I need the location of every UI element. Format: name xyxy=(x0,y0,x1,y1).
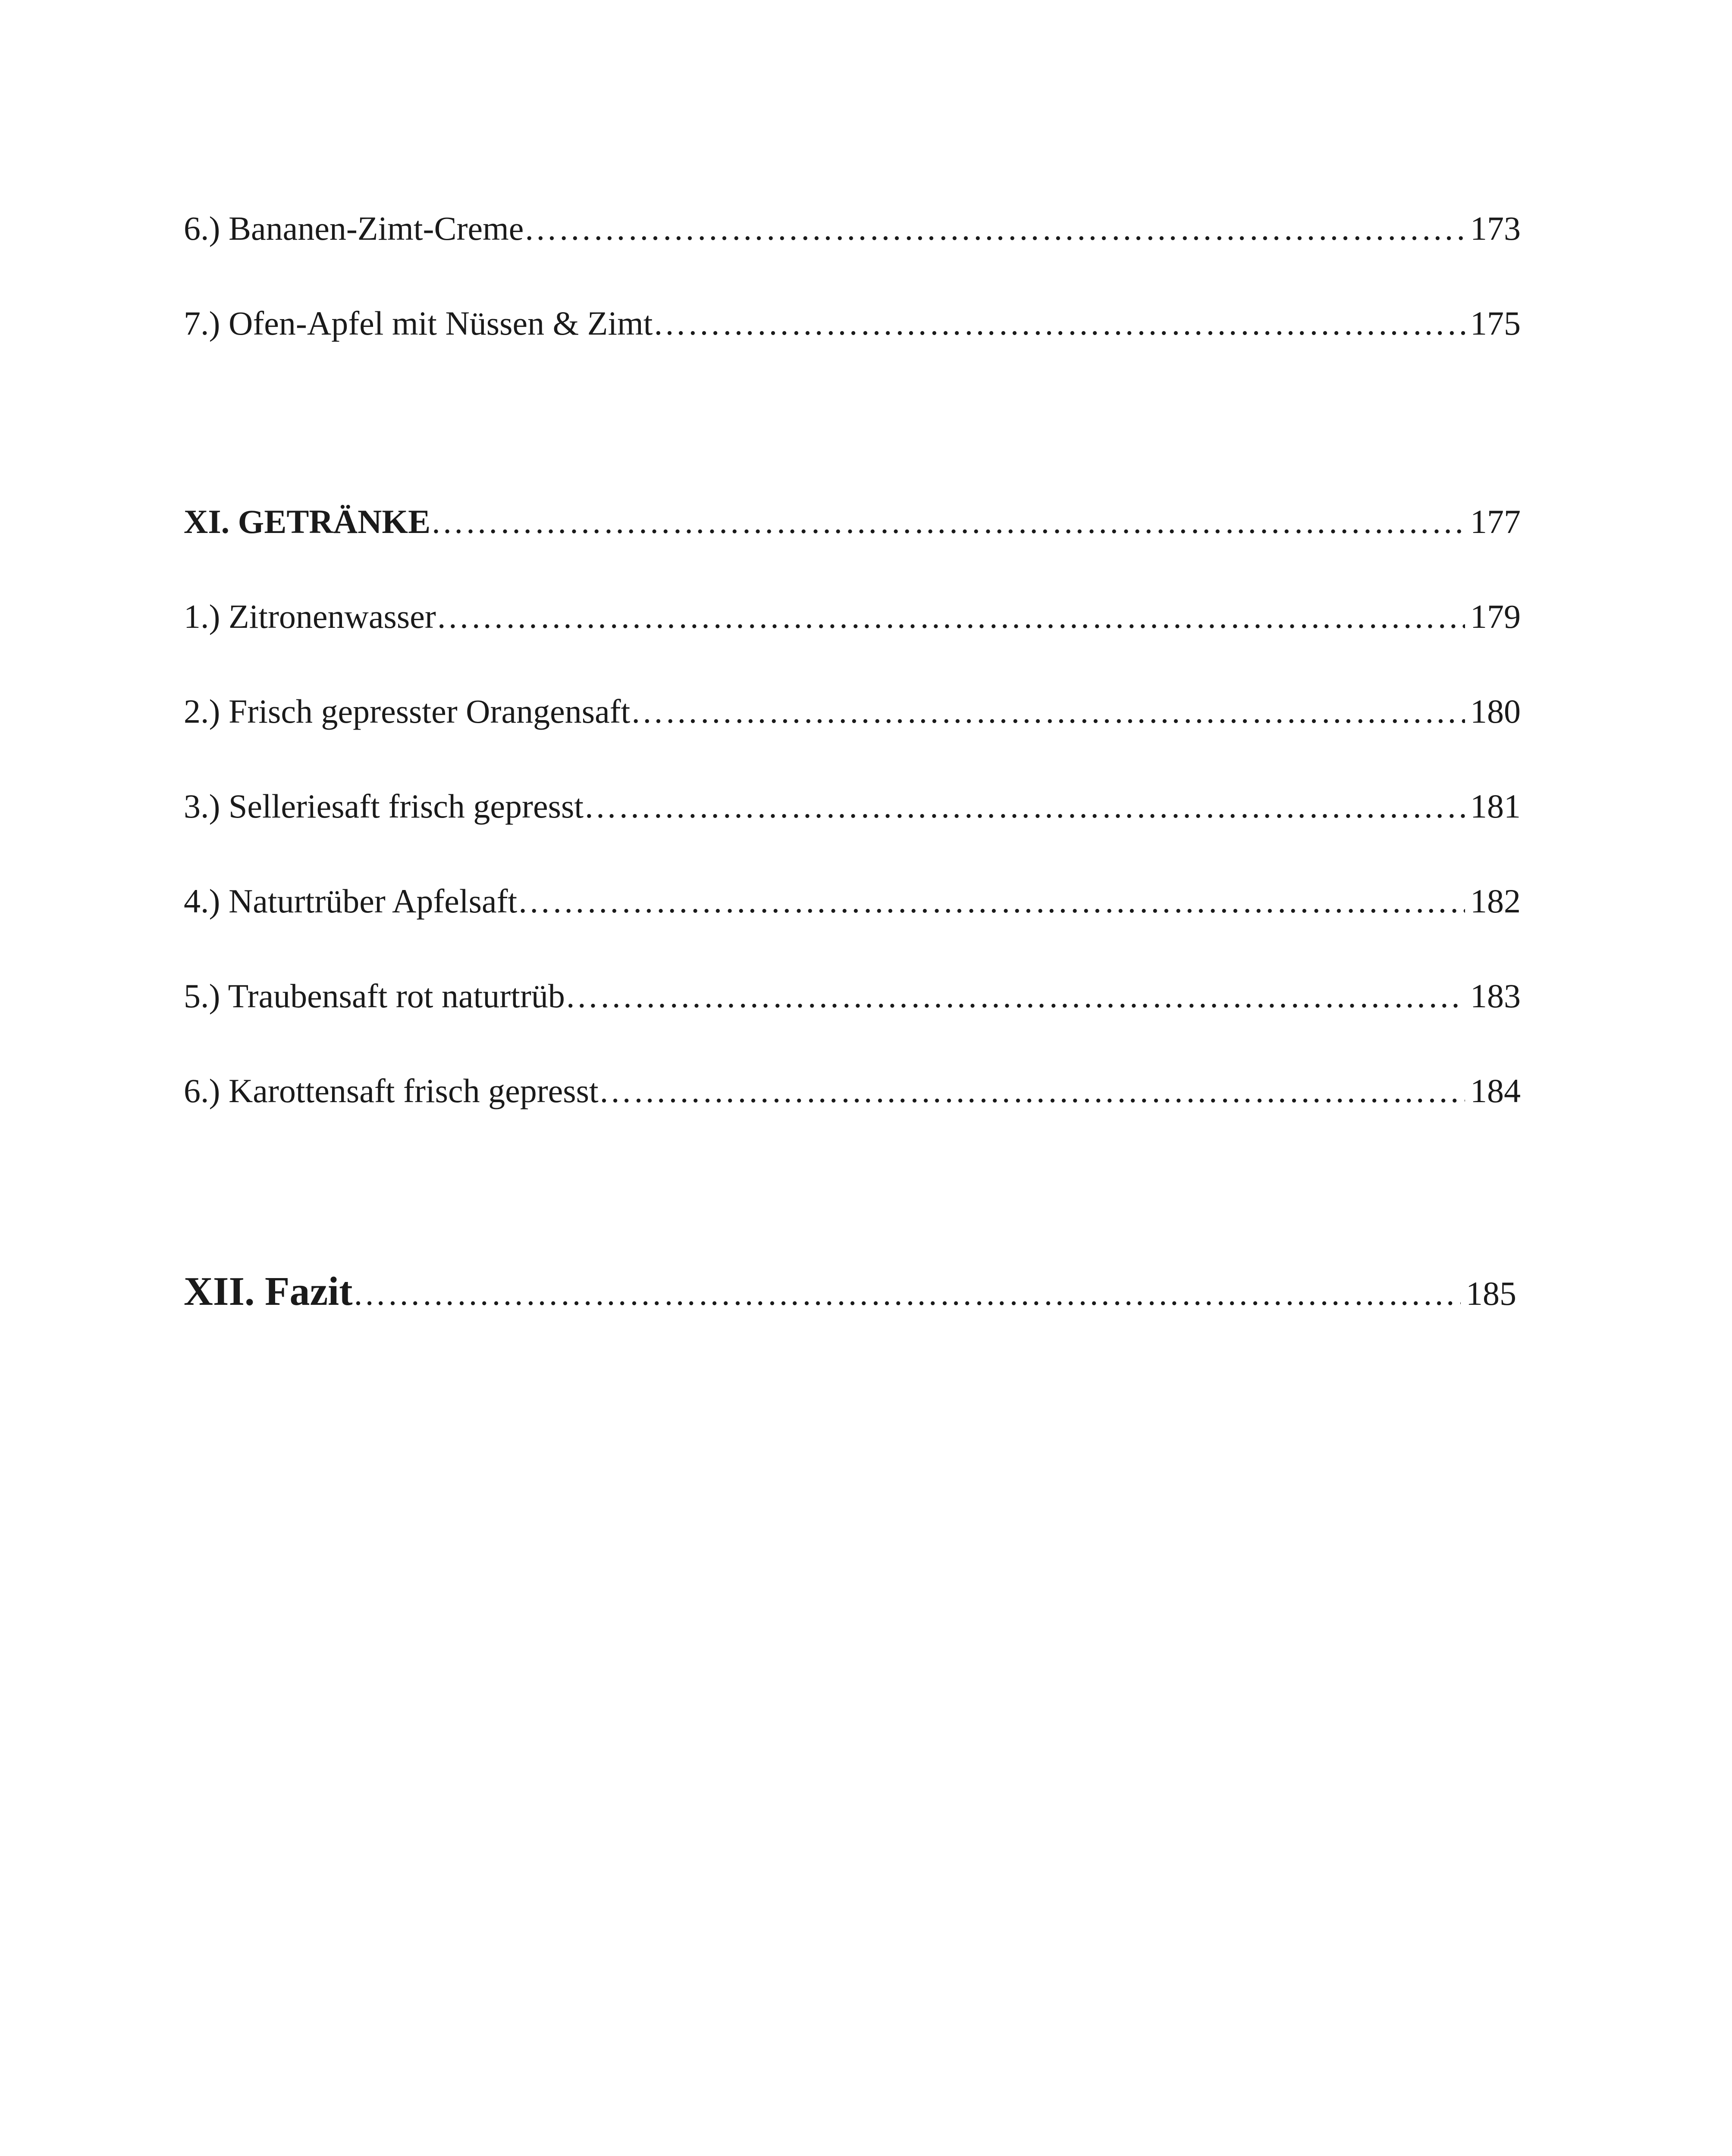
toc-entry-title: 4.) Naturtrüber Apfelsaft xyxy=(184,882,518,920)
dot-leader xyxy=(565,970,1465,1022)
toc-entry-title: 6.) Bananen-Zimt-Creme xyxy=(184,210,524,247)
toc-chapter-title: XII. Fazit xyxy=(184,1269,353,1314)
toc-entry-page-number: 173 xyxy=(1470,210,1521,247)
toc-entry-page-number: 180 xyxy=(1470,693,1521,730)
toc-entry-traubensaft xyxy=(184,970,1521,1022)
dot-leader xyxy=(599,1065,1465,1117)
toc-chapter-getraenke xyxy=(184,496,1521,548)
toc-entry-title: 5.) Traubensaft rot naturtrüb xyxy=(184,977,565,1015)
toc-entry-page-number: 177 xyxy=(1470,503,1521,540)
toc-entry-page-number: 179 xyxy=(1470,598,1521,635)
toc-entry-title: 6.) Karottensaft frisch gepresst xyxy=(184,1072,599,1109)
toc-chapter-title: XI. GETRÄNKE xyxy=(184,503,431,540)
toc-entry-page-number: 182 xyxy=(1470,882,1521,920)
toc-entry-orangensaft xyxy=(184,686,1521,737)
dot-leader xyxy=(524,203,1465,254)
toc-entry-ofen-apfel xyxy=(184,298,1521,349)
toc-entry-page-number: 181 xyxy=(1470,787,1521,825)
toc-entry-selleriesaft xyxy=(184,780,1521,832)
dot-leader xyxy=(430,496,1465,548)
toc-entry-zitronenwasser xyxy=(184,591,1521,642)
toc-entry-page-number: 185 xyxy=(1466,1275,1516,1312)
dot-leader xyxy=(630,686,1465,737)
dot-leader xyxy=(436,591,1465,642)
dot-leader xyxy=(517,875,1465,927)
toc-entry-page-number: 183 xyxy=(1470,977,1521,1015)
toc-entry-apfelsaft xyxy=(184,875,1521,927)
toc-entry-title: 3.) Selleriesaft frisch gepresst xyxy=(184,787,584,825)
toc-entry-title: 1.) Zitronenwasser xyxy=(184,598,436,635)
toc-entry-page-number: 184 xyxy=(1470,1072,1521,1109)
dot-leader xyxy=(584,780,1465,832)
toc-entry-title: 7.) Ofen-Apfel mit Nüssen & Zimt xyxy=(184,304,653,342)
toc-entry-page-number: 175 xyxy=(1470,304,1521,342)
dot-leader xyxy=(353,1268,1461,1317)
toc-entry-karottensaft xyxy=(184,1065,1521,1117)
toc-entry-bananen-zimt-creme xyxy=(184,203,1521,254)
toc-chapter-fazit xyxy=(184,1266,1516,1317)
dot-leader xyxy=(653,298,1465,349)
toc-entry-title: 2.) Frisch gepresster Orangensaft xyxy=(184,693,631,730)
